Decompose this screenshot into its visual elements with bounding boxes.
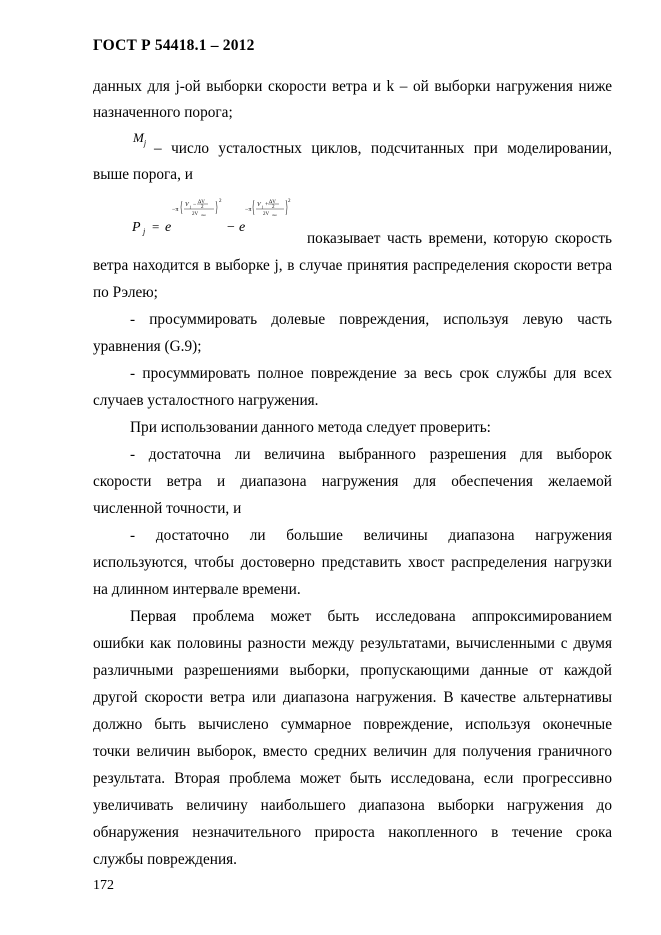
rayleigh-probability-formula [132,197,307,242]
text-line: показывает часть времени, которую скорость [307,230,612,247]
symbol-minus-pi: −π [172,207,179,213]
text-line: по Рэлею; [93,284,158,301]
symbol-two: 2 [272,205,275,210]
page-number: 172 [93,878,114,893]
text-line: точки величин выборок, вместо средних величин для получения граничного [93,743,612,760]
symbol-v: V [257,202,261,208]
text-line: При использовании данного метода следует проверить: [130,419,491,436]
text-line: – число усталостных циклов, подсчитанных при моделировании, [154,140,612,157]
symbol-equals: = [152,219,160,234]
symbol-squared: 2 [219,199,222,204]
text-line: результата. Вторая проблема может быть исследована, если прогрессивно [93,770,612,787]
symbol-minus: − [227,220,235,235]
text-line: численной точности, и [93,500,242,517]
text-line: - достаточно ли большие величины диапазона нагружения [130,527,612,544]
text-line: - просуммировать полное повреждение за весь срок службы для всех [130,365,612,382]
symbol-2v-ave: 2V [263,212,270,217]
text-line: скорости ветра и диапазона нагружения для обеспечения желаемой [93,473,612,490]
text-line: используются, чтобы достоверно представить хвост распределения нагрузки [93,554,612,571]
symbol-delta-v: ΔV [269,200,276,205]
text-line: выше порога, и [93,166,193,183]
symbol-delta-v: ΔV [198,200,205,205]
text-line: службы повреждения. [93,851,237,868]
symbol-j: j [190,204,192,209]
text-line: увеличивать величину наибольшего диапазона выборки нагружения до [93,797,612,814]
text-line: ветра находится в выборке j, в случае принятия распределения скорости ветра [93,257,612,274]
text-line: уравнения (G.9); [93,338,202,355]
symbol-minus-pi: −π [245,207,252,213]
text-line: различными разрешениями выборки, пропускающими данные от каждой [93,662,612,679]
symbol-m: M [133,130,144,145]
symbol-two: 2 [201,205,204,210]
text-line: ошибки как половины разности между результатами, вычисленными с двумя [93,635,612,652]
symbol-plus: + [265,202,269,208]
document-header: ГОСТ Р 54418.1 – 2012 [93,37,255,54]
symbol-2v-ave: 2V [192,212,199,217]
symbol-minus: − [193,202,197,208]
symbol-squared: 2 [288,199,291,204]
text-line: Первая проблема может быть исследована аппроксимированием [130,608,612,625]
text-line: должно быть вычислено суммарное повреждение, используя оконечные [93,716,612,733]
text-line: обнаружения незначительного прироста накопленного в течение срока [93,824,612,841]
symbol-e: e [239,220,246,235]
text-line: назначенного порога; [93,104,233,121]
symbol-j: j [143,227,146,236]
formula-m-j [133,130,146,148]
text-line: случаев усталостного нагружения. [93,392,319,409]
symbol-v: V [185,202,189,208]
text-line: данных для j-ой выборки скорости ветра и k – ой выборки нагружения ниже [93,78,612,95]
symbol-j-sub: j [143,138,147,148]
text-line: на длинном интервале времени. [93,581,301,598]
symbol-e: e [165,220,172,235]
symbol-p: P [132,220,141,235]
text-line: - просуммировать долевые повреждения, используя левую часть [130,311,612,328]
symbol-j: j [262,204,264,209]
text-line: другой скорости ветра или диапазона нагружения. В качестве альтернативы [93,689,612,706]
symbol-ave: ave [272,213,277,217]
symbol-ave: ave [201,213,206,217]
text-line: - достаточна ли величина выбранного разрешения для выборок [130,446,612,463]
